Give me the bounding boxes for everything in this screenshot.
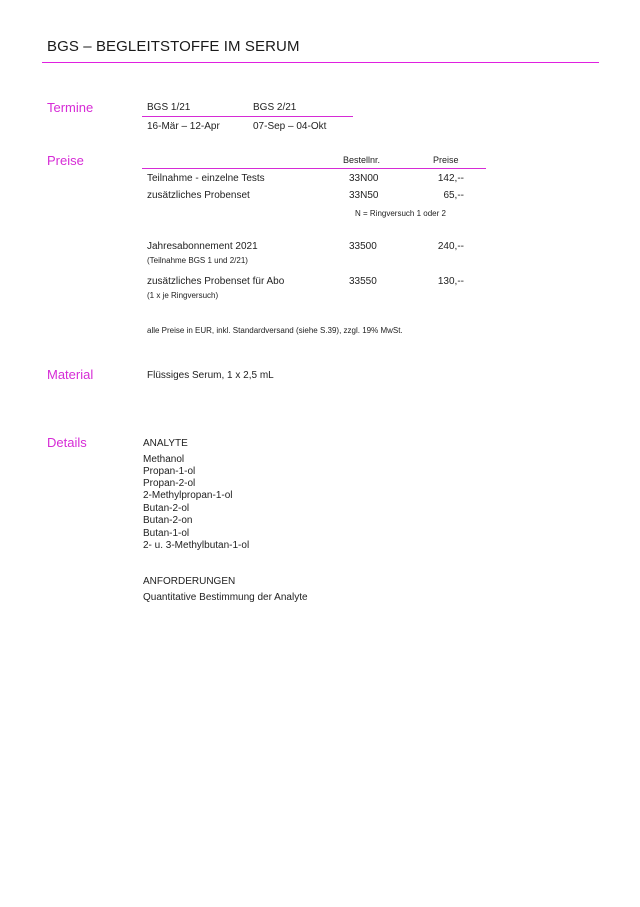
price-row-order-1: 33N00 <box>349 173 379 184</box>
preise-divider <box>142 168 486 169</box>
requirements-heading: ANFORDERUNGEN <box>143 576 236 587</box>
section-heading-preise: Preise <box>47 153 84 168</box>
col-header-order: Bestellnr. <box>343 155 381 165</box>
termine-divider <box>142 116 353 117</box>
section-heading-details: Details <box>47 435 87 450</box>
price-row-order-2: 33N50 <box>349 190 379 201</box>
section-heading-material: Material <box>47 367 94 382</box>
analyte-item: 2-Methylpropan-1-ol <box>143 490 233 501</box>
ringversuch-note: N = Ringversuch 1 oder 2 <box>355 209 446 218</box>
price-row-label-2: zusätzliches Probenset <box>147 190 250 201</box>
round-dates-2: 07-Sep – 04-Okt <box>253 121 327 132</box>
price-footnote: alle Preise in EUR, inkl. Standardversand (siehe S.39), zzgl. 19% MwSt. <box>147 326 403 335</box>
analyte-item: Butan-2-on <box>143 515 193 526</box>
price-row-price-2: 65,-- <box>443 190 464 201</box>
price-row-label-1: Teilnahme - einzelne Tests <box>147 173 265 184</box>
analyte-item: 2- u. 3-Methylbutan-1-ol <box>143 540 250 551</box>
abo-price: 240,-- <box>437 241 464 252</box>
round-name-2: BGS 2/21 <box>253 102 297 113</box>
abo-set-order: 33550 <box>349 276 377 287</box>
analyte-item: Propan-2-ol <box>143 478 196 489</box>
abo-note: (Teilnahme BGS 1 und 2/21) <box>147 256 248 265</box>
analyte-item: Butan-1-ol <box>143 528 190 539</box>
analyte-item: Propan-1-ol <box>143 466 196 477</box>
abo-set-price: 130,-- <box>437 276 464 287</box>
abo-label: Jahresabonnement 2021 <box>147 241 258 252</box>
abo-set-label: zusätzliches Probenset für Abo <box>147 276 285 287</box>
section-heading-termine: Termine <box>47 100 94 115</box>
analyte-item: Methanol <box>143 454 185 465</box>
abo-order: 33500 <box>349 241 377 252</box>
requirements-text: Quantitative Bestimmung der Analyte <box>143 592 308 603</box>
round-name-1: BGS 1/21 <box>147 102 191 113</box>
title-divider <box>42 62 599 63</box>
round-dates-1: 16-Mär – 12-Apr <box>147 121 220 132</box>
analyte-item: Butan-2-ol <box>143 503 190 514</box>
abo-set-note: (1 x je Ringversuch) <box>147 291 219 300</box>
material-text: Flüssiges Serum, 1 x 2,5 mL <box>147 370 274 381</box>
analyte-heading: ANALYTE <box>143 438 188 449</box>
page-title: BGS – BEGLEITSTOFFE IM SERUM <box>47 38 300 55</box>
price-row-price-1: 142,-- <box>437 173 464 184</box>
col-header-price: Preise <box>433 155 459 165</box>
